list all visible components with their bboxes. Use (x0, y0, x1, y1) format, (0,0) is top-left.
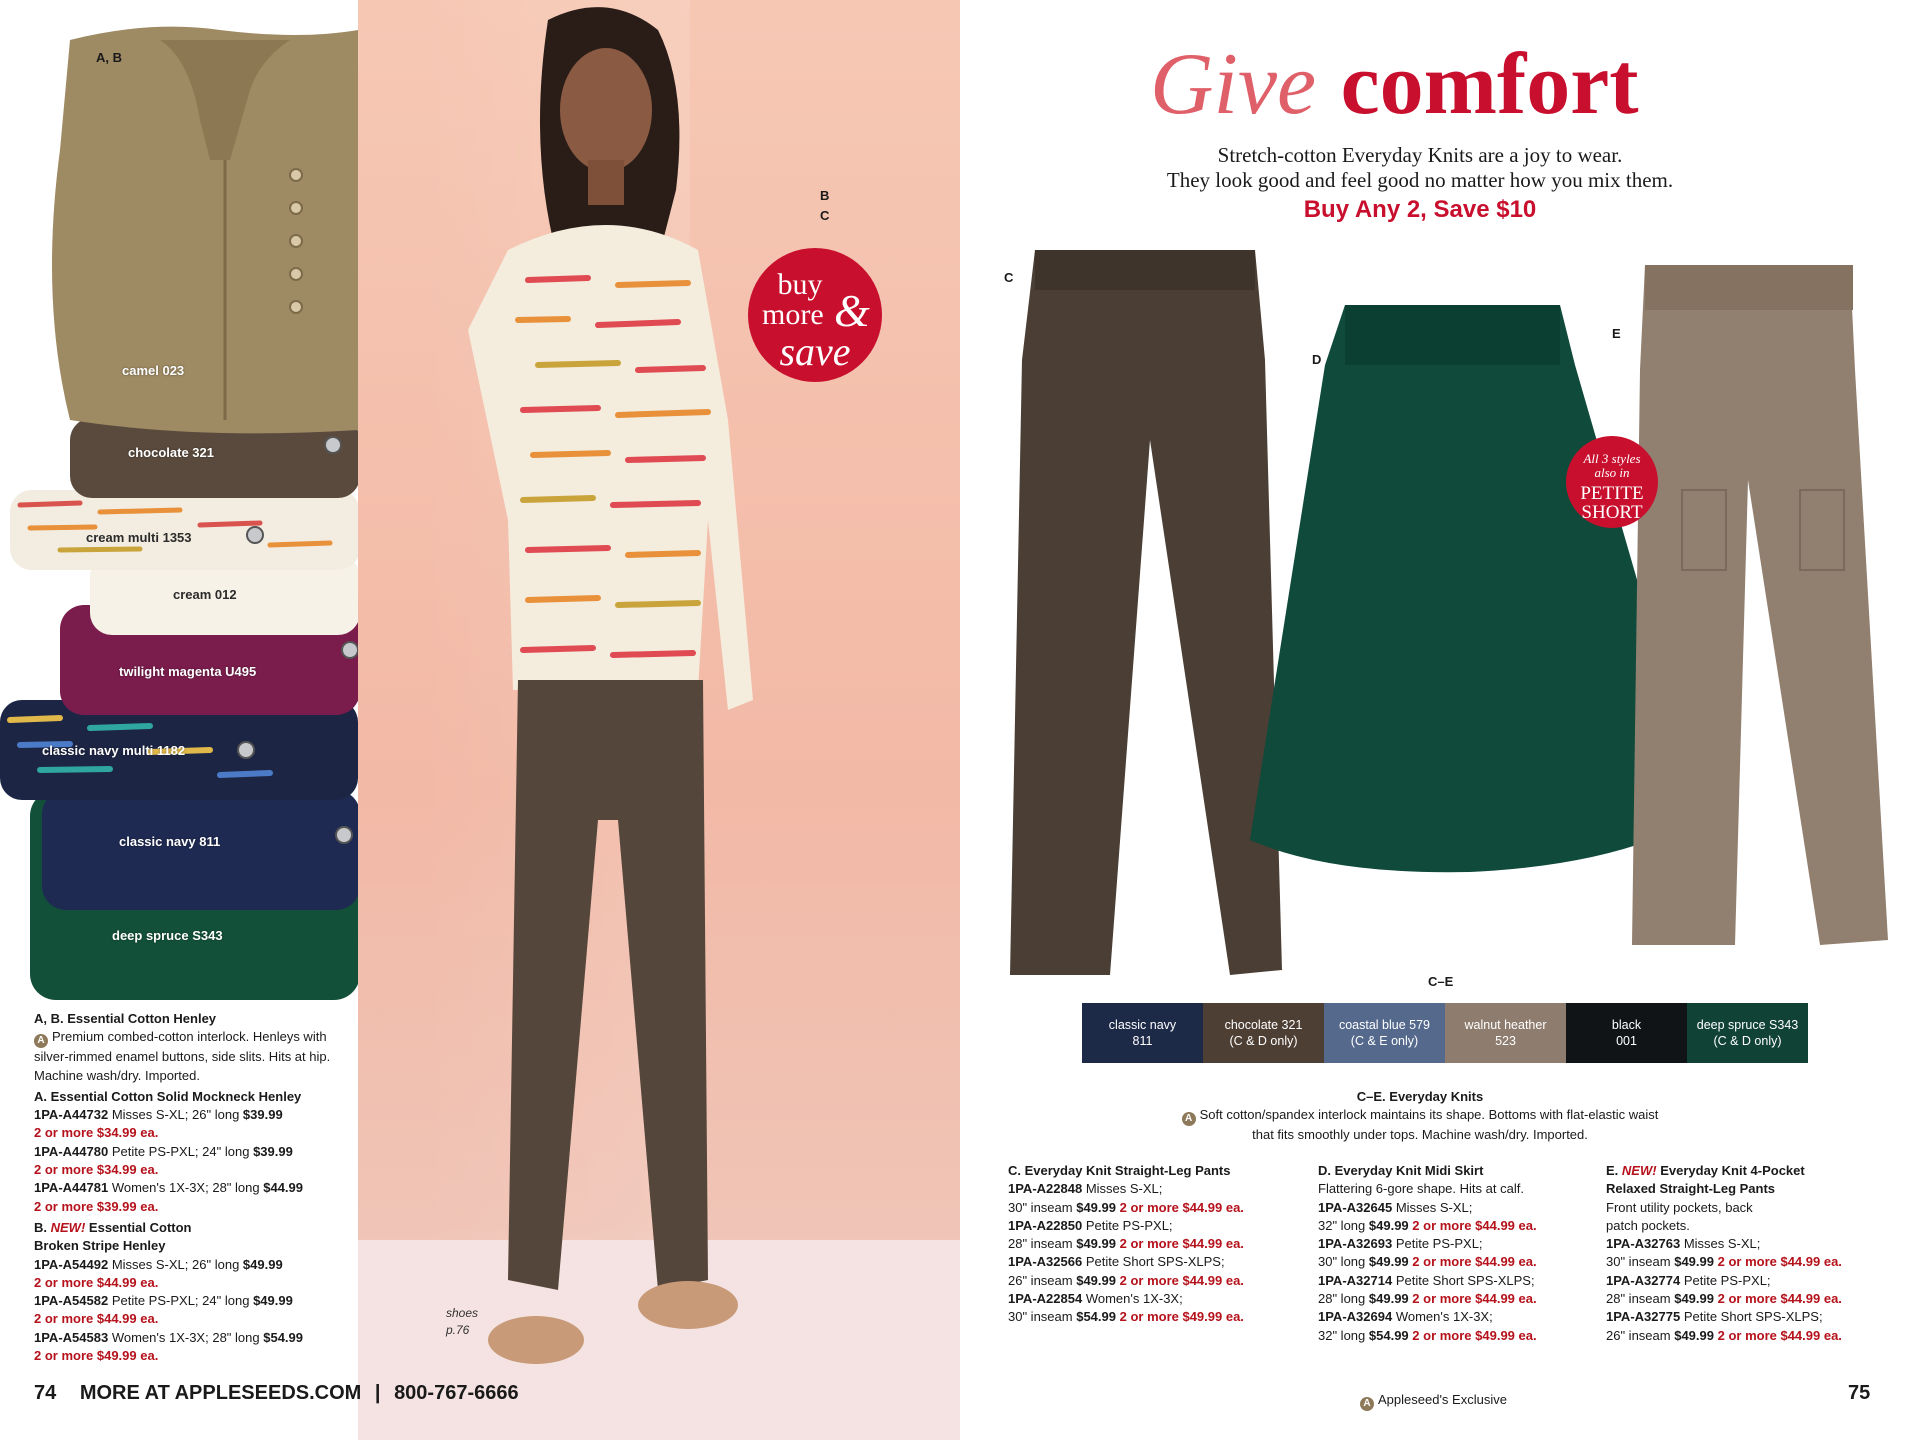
price-line (1318, 1217, 1608, 1235)
multi-price: 2 or more $44.99 ea. (1717, 1254, 1842, 1270)
length: 26" inseam (1008, 1272, 1073, 1288)
petite-short-badge (1566, 436, 1658, 528)
size: Petite PS-PXL; (111, 1293, 199, 1309)
sku: 1PA-A32645 (1318, 1199, 1393, 1215)
knits-heading: C–E. Everyday Knits (1356, 1089, 1484, 1104)
henley-a-lines (34, 1106, 354, 1216)
sku-line (1606, 1235, 1906, 1253)
length: 26" long (192, 1107, 240, 1123)
shoes-note-label: shoes (446, 1306, 479, 1320)
multi-price: 2 or more $49.99 ea. (34, 1348, 159, 1364)
length: 30" inseam (1008, 1309, 1073, 1325)
length: 28" inseam (1008, 1236, 1073, 1252)
sku-line (1008, 1290, 1308, 1308)
henley-b-new-badge: NEW! (50, 1219, 86, 1235)
length: 28" long (1318, 1291, 1366, 1307)
henley-b-prefix: B. (34, 1219, 47, 1235)
sku: 1PA-A22848 (1008, 1181, 1083, 1197)
model-tag-c: C (820, 208, 830, 223)
color-label-cream-multi: cream multi 1353 (86, 530, 192, 545)
product-d-lines (1318, 1199, 1608, 1345)
henley-description: Premium combed-cotton interlock. Henleys with silver-rimmed enamel buttons, side slits. Hits at hip. Machine wash/dry. Imported. (34, 1029, 331, 1083)
swatch-label (1612, 1017, 1641, 1049)
color-label-chocolate: chocolate 321 (128, 445, 214, 460)
size: Petite Short SPS-XLPS; (1683, 1309, 1823, 1325)
price-line (1606, 1327, 1906, 1345)
headline (1150, 28, 1639, 140)
sku: 1PA-A54492 (34, 1256, 109, 1272)
sku-line (1318, 1235, 1608, 1253)
sku-line (1008, 1180, 1308, 1198)
swatch-label (1464, 1017, 1546, 1049)
folio-separator: | (374, 1382, 381, 1404)
length: 28" inseam (1606, 1291, 1671, 1307)
price: $49.99 (1674, 1254, 1714, 1270)
product-c-lines (1008, 1180, 1308, 1326)
pants-c (1010, 250, 1282, 975)
product-e-description-2: patch pockets. (1606, 1217, 1690, 1233)
price: $39.99 (253, 1143, 293, 1159)
size: Women's 1X-3X; (1395, 1309, 1493, 1325)
multi-price: 2 or more $49.99 ea. (1119, 1309, 1244, 1325)
product-d-description: Flattering 6-gore shape. Hits at calf. (1318, 1181, 1524, 1197)
pants-e (1632, 265, 1888, 945)
sku: 1PA-A44781 (34, 1180, 109, 1196)
swatch-code: (C & E only) (1350, 1034, 1419, 1048)
sku: 1PA-A22854 (1008, 1291, 1083, 1307)
price: $54.99 (1076, 1309, 1116, 1325)
product-d-copy (1318, 1162, 1608, 1345)
sku-line (1318, 1272, 1608, 1290)
color-label-cream: cream 012 (173, 587, 237, 602)
price-line (1008, 1272, 1308, 1290)
sku-line (1008, 1217, 1308, 1235)
knits-copy (1100, 1088, 1740, 1145)
exclusive-icon: A (1360, 1397, 1374, 1411)
multi-price: 2 or more $44.99 ea. (1119, 1272, 1244, 1288)
swatch-code: 001 (1616, 1034, 1637, 1048)
length: 24" long (202, 1143, 250, 1159)
headline-comfort: comfort (1340, 36, 1639, 133)
price-line (34, 1292, 354, 1310)
sku: 1PA-A32763 (1606, 1236, 1681, 1252)
product-e-title1: Everyday Knit 4-Pocket (1660, 1163, 1805, 1178)
badge-more: more (762, 298, 824, 331)
color-label-twilight-magenta: twilight magenta U495 (119, 664, 257, 679)
color-swatch[interactable] (1324, 1003, 1445, 1063)
page-number-right: 75 (1848, 1382, 1871, 1404)
sku: 1PA-A32566 (1008, 1254, 1083, 1270)
sku: 1PA-A32693 (1318, 1236, 1393, 1252)
exclusive-legend (1360, 1392, 1507, 1411)
price: $54.99 (1368, 1327, 1409, 1343)
stack-tag: A, B (96, 50, 122, 65)
color-swatch[interactable] (1082, 1003, 1203, 1063)
color-label-deep-spruce: deep spruce S343 (112, 928, 223, 943)
exclusive-icon: A (34, 1034, 48, 1048)
size: Misses S-XL; (1085, 1181, 1163, 1197)
henley-copy (34, 1010, 354, 1365)
petite-badge-line1: All 3 styles also in (1583, 451, 1641, 480)
product-c-copy (1008, 1162, 1308, 1327)
price: $49.99 (1076, 1199, 1116, 1215)
price-line (1606, 1253, 1906, 1271)
swatch-label (1225, 1017, 1303, 1049)
length: 30" inseam (1606, 1254, 1671, 1270)
sku: 1PA-A32774 (1606, 1272, 1681, 1288)
price-line (1606, 1290, 1906, 1308)
sku: 1PA-A22850 (1008, 1217, 1083, 1233)
swatch-name: coastal blue 579 (1338, 1018, 1431, 1032)
knits-product-illustration (1000, 240, 1900, 1000)
color-label-classic-navy: classic navy 811 (119, 834, 221, 849)
badge-save: save (779, 329, 851, 374)
sku-line (1318, 1199, 1608, 1217)
multi-price: 2 or more $34.99 ea. (34, 1125, 159, 1141)
multi-price: 2 or more $34.99 ea. (34, 1162, 159, 1178)
subhead-line2: They look good and feel good no matter how you mix them. (1166, 168, 1674, 192)
multi-price: 2 or more $44.99 ea. (1717, 1291, 1842, 1307)
swatch-tag-ce: C–E (1428, 974, 1454, 989)
promo-line: Buy Any 2, Save $10 (1303, 196, 1537, 223)
swatch-code: (C & D only) (1229, 1034, 1298, 1048)
product-e-lines (1606, 1235, 1906, 1345)
size: Women's 1X-3X; (111, 1329, 209, 1345)
subhead-line1: Stretch-cotton Everyday Knits are a joy to wear. (1217, 143, 1623, 167)
size: Women's 1X-3X; (111, 1180, 209, 1196)
sku: 1PA-A54582 (34, 1293, 109, 1309)
price: $49.99 (1674, 1291, 1714, 1307)
badge-ampersand: & (834, 285, 870, 336)
page-number-left: 74 (34, 1382, 57, 1404)
henley-stack-photo (0, 0, 358, 1000)
knits-description-2: that fits smoothly under tops. Machine wash/dry. Imported. (1252, 1127, 1588, 1143)
size: Misses S-XL; (111, 1107, 189, 1123)
swatch-label (1697, 1017, 1798, 1049)
color-swatch[interactable] (1566, 1003, 1687, 1063)
model-tag-b: B (820, 188, 830, 203)
length: 30" long (1318, 1254, 1366, 1270)
sku: 1PA-A32694 (1318, 1309, 1393, 1325)
swatch-label (1109, 1017, 1176, 1049)
henley-b-lines (34, 1256, 354, 1366)
exclusive-legend-label: Appleseed's Exclusive (1378, 1392, 1507, 1407)
length: 28" long (212, 1329, 260, 1345)
product-tag-d: D (1312, 352, 1322, 367)
color-label-camel: camel 023 (122, 363, 185, 378)
multi-price: 2 or more $44.99 ea. (34, 1274, 159, 1290)
multi-price: 2 or more $49.99 ea. (1412, 1327, 1537, 1343)
sku: 1PA-A44780 (34, 1143, 109, 1159)
length: 32" long (1318, 1217, 1366, 1233)
price: $54.99 (263, 1329, 303, 1345)
price: $44.99 (263, 1180, 303, 1196)
multi-price: 2 or more $44.99 ea. (1412, 1291, 1537, 1307)
size: Petite PS-PXL; (1395, 1236, 1483, 1252)
price-line (34, 1179, 354, 1197)
color-swatch[interactable] (1203, 1003, 1324, 1063)
length: 28" long (212, 1180, 260, 1196)
price: $39.99 (242, 1107, 283, 1123)
price: $49.99 (1076, 1272, 1116, 1288)
product-c-title: C. Everyday Knit Straight-Leg Pants (1008, 1163, 1231, 1178)
multi-price: 2 or more $44.99 ea. (1119, 1199, 1244, 1215)
swatch-code: 811 (1132, 1034, 1153, 1048)
multi-price: 2 or more $44.99 ea. (1412, 1254, 1537, 1270)
henley-a-title: A. Essential Cotton Solid Mockneck Henley (34, 1088, 302, 1104)
exclusive-icon: A (1182, 1112, 1196, 1126)
knits-description-1: Soft cotton/spandex interlock maintains its shape. Bottoms with flat-elastic waist (1199, 1107, 1659, 1123)
shirt-classic-navy (42, 790, 358, 910)
color-swatch[interactable] (1445, 1003, 1566, 1063)
price: $49.99 (1076, 1236, 1116, 1252)
swatch-label (1339, 1017, 1430, 1049)
color-label-classic-navy-multi: classic navy multi 1182 (42, 743, 186, 758)
sku: 1PA-A32775 (1606, 1309, 1681, 1325)
size: Petite PS-PXL; (111, 1143, 199, 1159)
price-line (1318, 1290, 1608, 1308)
length: 26" inseam (1606, 1327, 1671, 1343)
product-e-title2: Relaxed Straight-Leg Pants (1606, 1181, 1776, 1197)
swatch-name: black (1611, 1018, 1642, 1032)
price: $49.99 (1368, 1254, 1409, 1270)
multi-price: 2 or more $44.99 ea. (1119, 1236, 1244, 1252)
swatch-code: (C & D only) (1713, 1034, 1782, 1048)
henley-heading: A, B. Essential Cotton Henley (34, 1011, 217, 1026)
price: $49.99 (1368, 1291, 1409, 1307)
swatch-name: deep spruce S343 (1696, 1018, 1799, 1032)
size: Petite PS-PXL; (1683, 1272, 1771, 1288)
sku: 1PA-A44732 (34, 1107, 109, 1123)
price-line (1318, 1327, 1608, 1345)
size: Petite Short SPS-XLPS; (1395, 1272, 1535, 1288)
product-e-copy (1606, 1162, 1906, 1345)
henley-b-title1: Essential Cotton (88, 1219, 192, 1235)
price-line (34, 1329, 354, 1347)
price-line (1008, 1235, 1308, 1253)
multi-price: 2 or more $44.99 ea. (1412, 1217, 1537, 1233)
color-swatch[interactable] (1687, 1003, 1808, 1063)
product-d-title: D. Everyday Knit Midi Skirt (1318, 1163, 1484, 1178)
size: Petite PS-PXL; (1085, 1217, 1173, 1233)
headline-give: Give (1150, 36, 1317, 133)
product-e-description-1: Front utility pockets, back (1606, 1199, 1753, 1215)
swatch-name: walnut heather (1464, 1018, 1547, 1032)
henley-b-title2: Broken Stripe Henley (34, 1238, 166, 1254)
product-tag-e: E (1612, 326, 1621, 341)
product-e-new-badge: NEW! (1621, 1163, 1657, 1178)
sku-line (1008, 1253, 1308, 1271)
left-folio (34, 1382, 519, 1405)
swatch-name: chocolate 321 (1224, 1018, 1303, 1032)
swatch-code: 523 (1495, 1034, 1516, 1048)
length: 26" long (192, 1256, 240, 1272)
price-line (34, 1256, 354, 1274)
price: $49.99 (253, 1293, 293, 1309)
sku-line (1606, 1308, 1906, 1326)
size: Women's 1X-3X; (1085, 1291, 1183, 1307)
length: 30" inseam (1008, 1199, 1073, 1215)
price: $49.99 (1674, 1327, 1714, 1343)
price-line (1008, 1308, 1308, 1326)
price: $49.99 (242, 1256, 283, 1272)
price-line (34, 1143, 354, 1161)
sku: 1PA-A32714 (1318, 1272, 1393, 1288)
size: Petite Short SPS-XLPS; (1085, 1254, 1225, 1270)
sku: 1PA-A54583 (34, 1329, 109, 1345)
price-line (1008, 1199, 1308, 1217)
buy-more-save-badge (748, 248, 882, 382)
multi-price: 2 or more $44.99 ea. (1717, 1327, 1842, 1343)
product-e-prefix: E. (1606, 1163, 1619, 1178)
price-line (1318, 1253, 1608, 1271)
phone-number[interactable]: 800-767-6666 (394, 1382, 519, 1404)
model-illustration (358, 0, 960, 1440)
swatch-name: classic navy (1108, 1018, 1177, 1032)
sku-line (1606, 1272, 1906, 1290)
website-link[interactable]: MORE AT APPLESEEDS.COM (79, 1382, 362, 1404)
shoes-note-page[interactable]: p.76 (446, 1323, 470, 1337)
shoes-note (446, 1305, 478, 1339)
product-tag-c: C (1004, 270, 1014, 285)
multi-price: 2 or more $44.99 ea. (34, 1311, 159, 1327)
size: Misses S-XL; (1683, 1236, 1761, 1252)
price: $49.99 (1368, 1217, 1409, 1233)
size: Misses S-XL; (111, 1256, 189, 1272)
multi-price: 2 or more $39.99 ea. (34, 1198, 159, 1214)
petite-badge-line2: PETITE SHORT (1580, 483, 1644, 523)
badge-buy: buy (777, 268, 823, 301)
length: 32" long (1318, 1327, 1366, 1343)
length: 24" long (202, 1293, 250, 1309)
price-line (34, 1106, 354, 1124)
sku-line (1318, 1308, 1608, 1326)
henley-stack-illustration (0, 0, 358, 1000)
size: Misses S-XL; (1395, 1199, 1473, 1215)
